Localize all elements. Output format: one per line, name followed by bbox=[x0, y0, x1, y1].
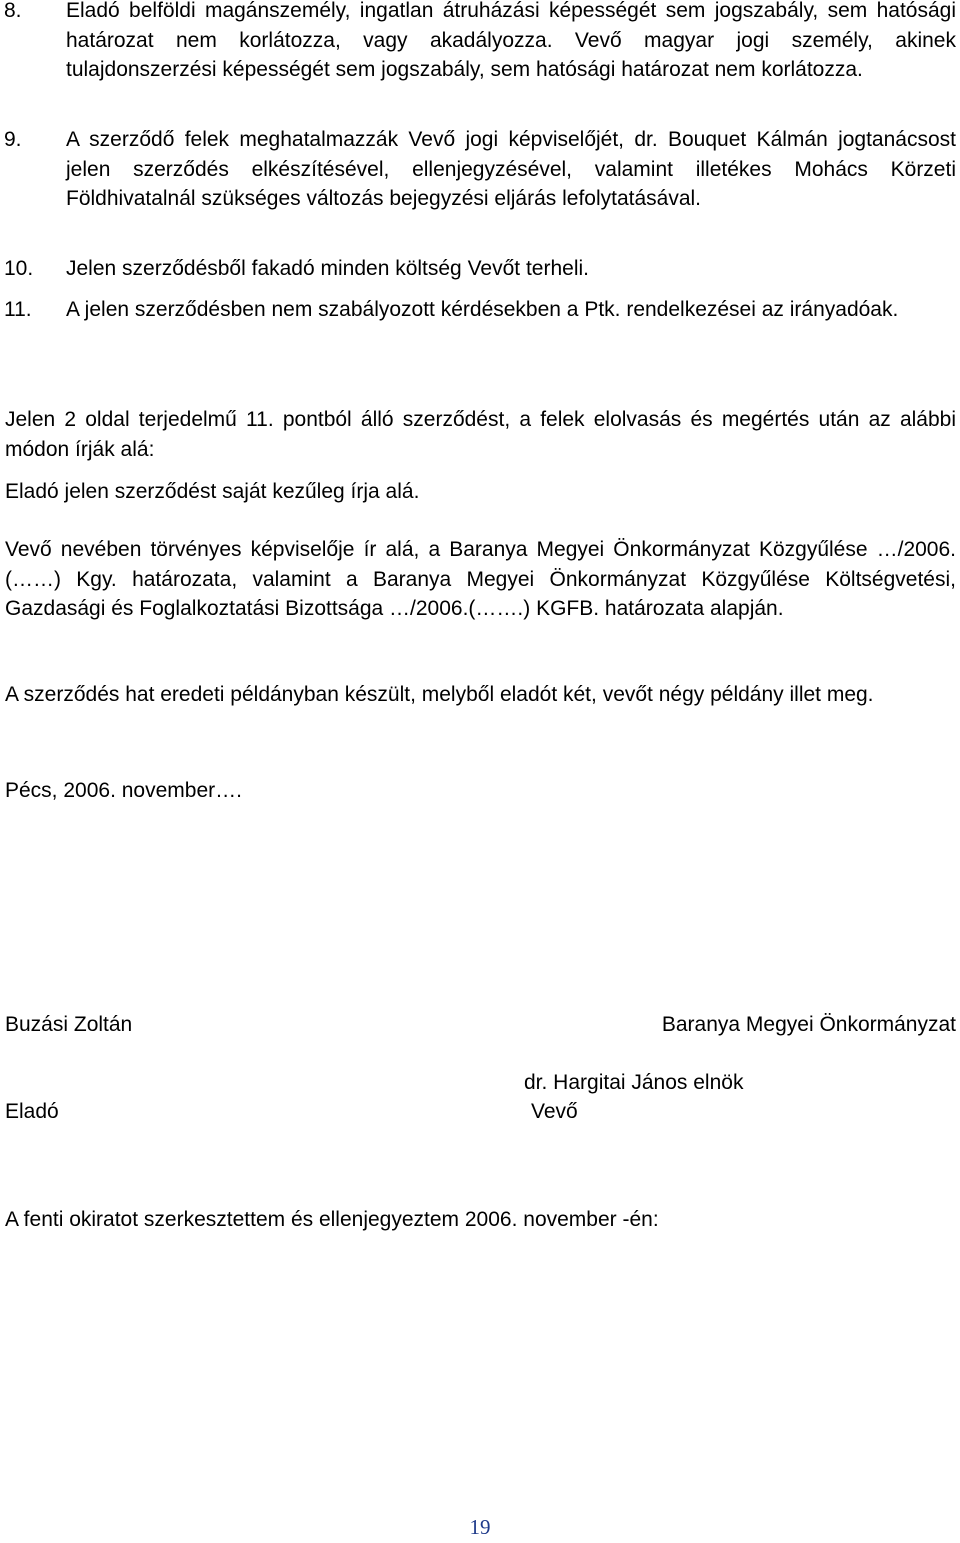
clause-text: A jelen szerződésben nem szabályozott kérdésekben a Ptk. rendelkezései az irányadóak. bbox=[66, 298, 899, 321]
seller-name: Buzási Zoltán bbox=[5, 1013, 133, 1036]
seller-role: Eladó bbox=[5, 1100, 59, 1123]
clause-10 bbox=[0, 254, 956, 284]
closing-paragraph: Jelen 2 oldal terjedelmű 11. pontból álló szerződést, a felek elolvasás és megértés után az alábbi módon írják alá: bbox=[5, 408, 956, 461]
countersign-statement: A fenti okiratot szerkesztettem és ellenjegyeztem 2006. november -én: bbox=[5, 1208, 659, 1231]
clause-8 bbox=[0, 0, 956, 85]
clause-11 bbox=[0, 295, 956, 325]
seller-signing-paragraph: Eladó jelen szerződést saját kezűleg írja alá. bbox=[5, 480, 420, 503]
clause-text: A szerződő felek meghatalmazzák Vevő jogi képviselőjét, dr. Bouquet Kálmán jogtanácsost jelen szerződés elkészítésével, ellenjegyzésével, valamint illetékes Mohács Körzeti Földhivatalnál szükséges változás bejegyzési eljárás lefolytatásával. bbox=[66, 128, 956, 210]
clause-number: 8. bbox=[4, 0, 22, 22]
place-date: Pécs, 2006. november…. bbox=[5, 779, 242, 802]
clause-text: Jelen szerződésből fakadó minden költség Vevőt terheli. bbox=[66, 257, 589, 280]
buyer-role: Vevő bbox=[531, 1100, 578, 1123]
buyer-signing-paragraph: Vevő nevében törvényes képviselője ír alá, a Baranya Megyei Önkormányzat Közgyűlése …/2006.(……) Kgy. határozata, valamint a Baranya Megyei Önkormányzat Közgyűlése Költségvetési, Gazdasági és Foglalkoztatási Bizottsága …/2006.(…….) KGFB. határozata alapján. bbox=[5, 538, 956, 620]
copies-paragraph: A szerződés hat eredeti példányban készült, melyből eladót két, vevőt négy példány illet meg. bbox=[5, 683, 874, 706]
clause-text: Eladó belföldi magánszemély, ingatlan átruházási képességét sem jogszabály, sem hatósági határozat nem korlátozza, vagy akadályozza. Vevő magyar jogi személy, akinek tulajdonszerzési képességét sem jogszabály, sem hatósági határozat nem korlátozza. bbox=[66, 0, 956, 81]
buyer-representative: dr. Hargitai János elnök bbox=[524, 1071, 744, 1094]
clause-number: 10. bbox=[4, 257, 34, 280]
page-number: 19 bbox=[469, 1515, 491, 1539]
buyer-organization: Baranya Megyei Önkormányzat bbox=[661, 1013, 956, 1036]
clause-number: 11. bbox=[4, 298, 32, 321]
clause-number: 9. bbox=[4, 128, 22, 151]
clause-9 bbox=[0, 125, 956, 214]
